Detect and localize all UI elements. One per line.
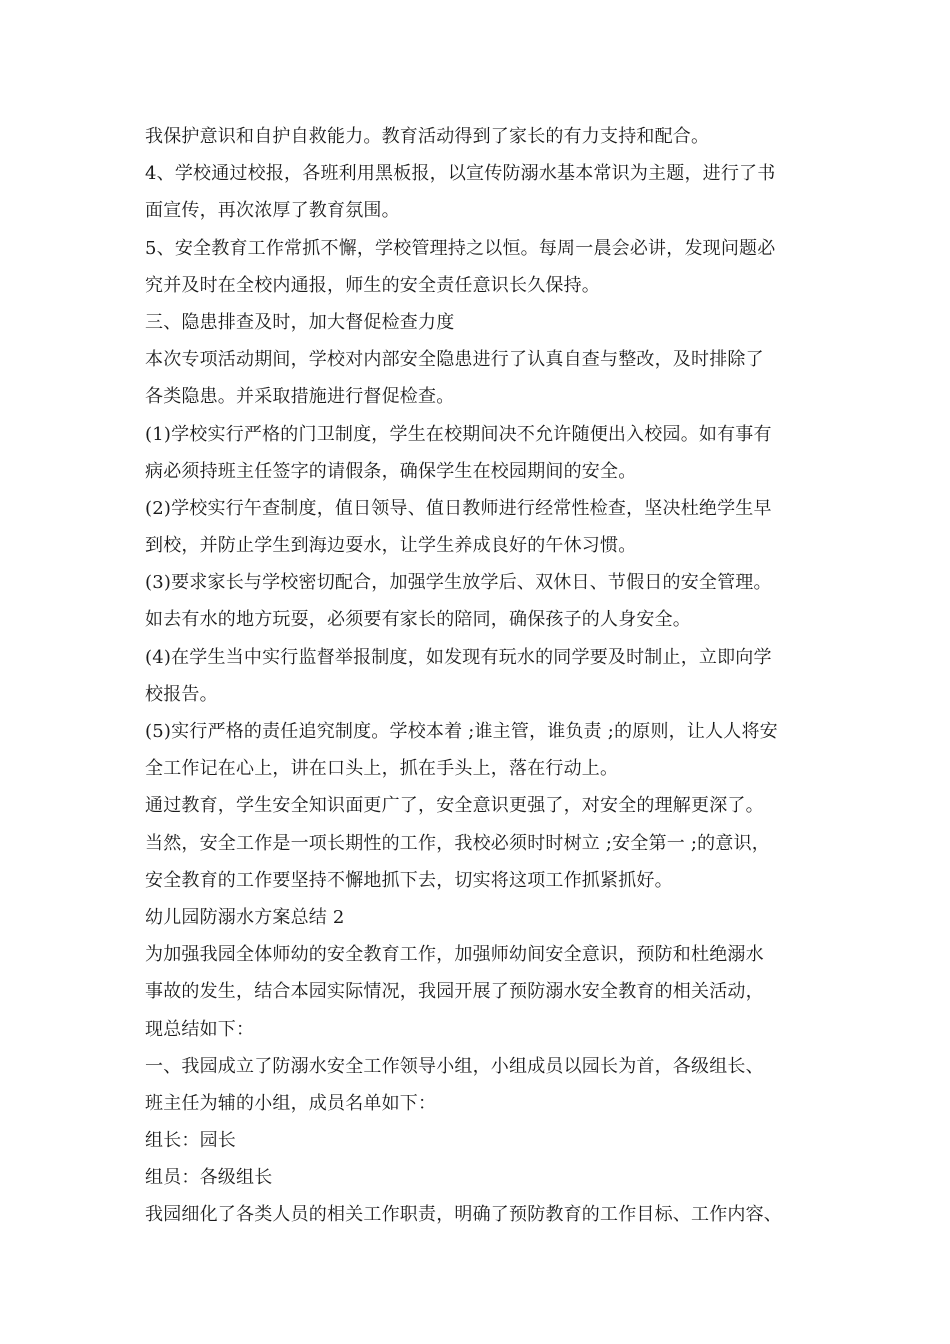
text-line: 如去有水的地方玩耍，必须要有家长的陪同，确保孩子的人身安全。 xyxy=(145,609,691,631)
text-line: 当然，安全工作是一项长期性的工作，我校必须时时树立 ;安全第一 ;的意识， xyxy=(145,832,770,854)
text-line: 事故的发生，结合本园实际情况，我园开展了预防溺水安全教育的相关活动， xyxy=(145,981,764,1003)
text-line: 我园细化了各类人员的相关工作职责，明确了预防教育的工作目标、工作内容、 xyxy=(145,1204,782,1226)
text-line: 为加强我园全体师幼的安全教育工作，加强师幼间安全意识，预防和杜绝溺水 xyxy=(145,944,764,966)
text-line: 我保护意识和自护自救能力。教育活动得到了家长的有力支持和配合。 xyxy=(145,126,710,147)
text-line: 本次专项活动期间，学校对内部安全隐患进行了认真自查与整改，及时排除了 xyxy=(145,349,764,371)
text-line: 组员：各级组长 xyxy=(145,1167,273,1189)
text-line: 现总结如下： xyxy=(145,1018,255,1040)
text-line: 面宣传，再次浓厚了教育氛围。 xyxy=(145,200,400,222)
text-line: (2)学校实行午查制度，值日领导、值日教师进行经常性检查，坚决杜绝学生早 xyxy=(145,497,772,519)
text-line: (1)学校实行严格的门卫制度，学生在校期间决不允许随便出入校园。如有事有 xyxy=(145,423,772,445)
text-line: 全工作记在心上，讲在口头上，抓在手头上，落在行动上。 xyxy=(145,758,619,780)
text-line: 班主任为辅的小组，成员名单如下： xyxy=(145,1092,437,1114)
text-line: 究并及时在全校内通报，师生的安全责任意识长久保持。 xyxy=(145,274,600,296)
text-line: 组长：园长 xyxy=(145,1130,236,1152)
text-line: 病必须持班主任签字的请假条，确保学生在校园期间的安全。 xyxy=(145,460,637,482)
text-line: 到校，并防止学生到海边耍水，让学生养成良好的午休习惯。 xyxy=(145,535,637,557)
text-line: (4)在学生当中实行监督举报制度，如发现有玩水的同学要及时制止，立即向学 xyxy=(145,646,772,668)
document-body xyxy=(145,118,835,1234)
text-line: 4、学校通过校报，各班利用黑板报，以宣传防溺水基本常识为主题，进行了书 xyxy=(145,163,776,185)
text-line: 各类隐患。并采取措施进行督促检查。 xyxy=(145,386,455,408)
text-line: 安全教育的工作要坚持不懈地抓下去，切实将这项工作抓紧抓好。 xyxy=(145,869,673,891)
text-line: 校报告。 xyxy=(145,683,218,705)
text-line: 通过教育，学生安全知识面更广了，安全意识更强了，对安全的理解更深了。 xyxy=(145,795,764,817)
text-line: 一、我园成立了防溺水安全工作领导小组，小组成员以园长为首，各级组长、 xyxy=(145,1055,764,1077)
text-line: 三、隐患排查及时，加大督促检查力度 xyxy=(145,311,455,333)
text-line: 5、安全教育工作常抓不懈，学校管理持之以恒。每周一晨会必讲，发现问题必 xyxy=(145,237,776,259)
text-line: 幼儿园防溺水方案总结 2 xyxy=(145,906,345,928)
text-line: (3)要求家长与学校密切配合，加强学生放学后、双休日、节假日的安全管理。 xyxy=(145,572,772,594)
text-line: (5)实行严格的责任追究制度。学校本着 ;谁主管，谁负责 ;的原则，让人人将安 xyxy=(145,721,778,742)
